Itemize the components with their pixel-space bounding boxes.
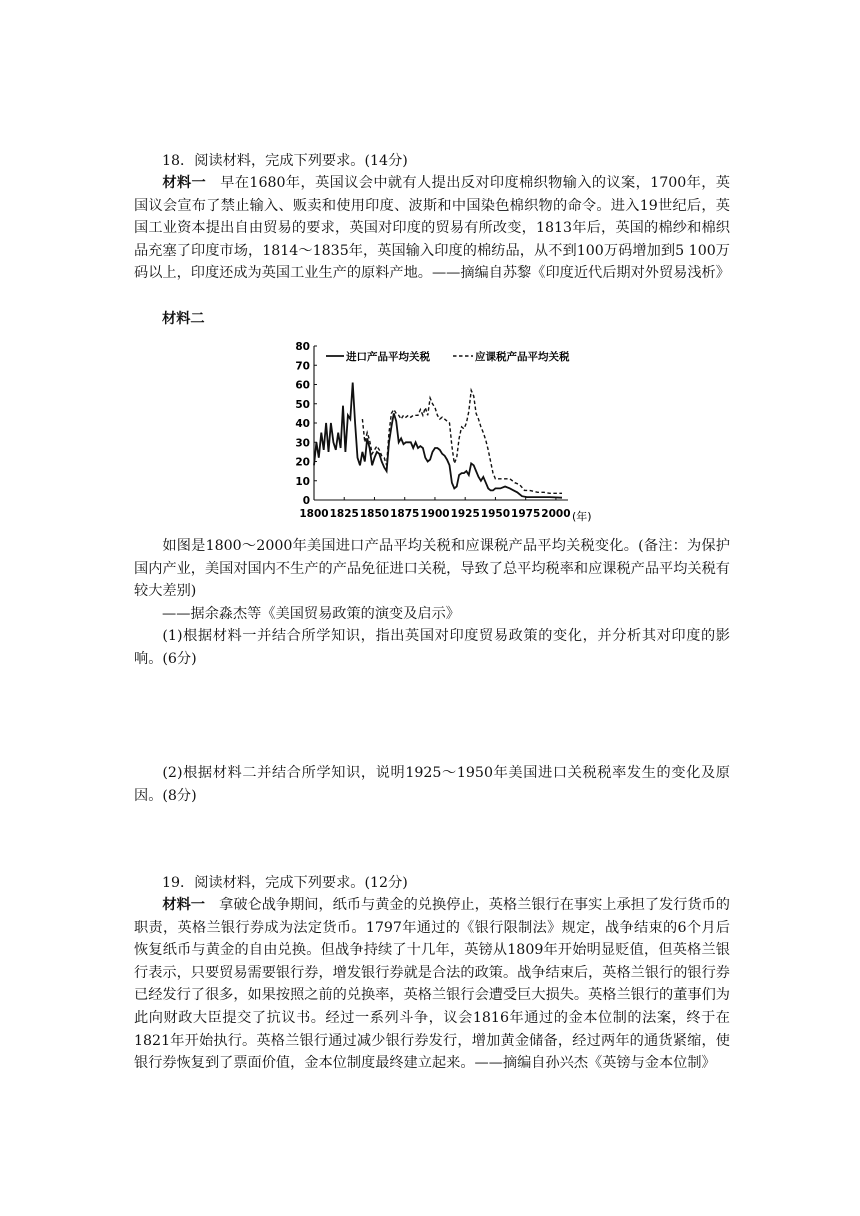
y-tick-label: 40 [295,418,310,430]
x-tick-label: 1800 [299,508,329,520]
legend-label-dutiable: 应课税产品平均关税 [475,351,570,363]
x-tick-label: 1825 [329,508,359,520]
x-tick-label: 1875 [390,508,420,520]
q18-material-1 [134,172,730,285]
q18-subquestion-2: (2)根据材料二并结合所学知识，说明1925～1950年美国进口关税税率发生的变化及原因。(8分) [134,765,730,804]
y-tick-label: 10 [295,475,310,488]
x-tick-label: 1900 [420,508,450,520]
q18-material-1-text: 早在1680年，英国议会中就有人提出反对印度棉织物输入的议案，1700年，英国议会宣布了禁止输入、贩卖和使用印度、波斯和中国染色棉织物的命令。进入19世纪后，英国工业资本提出自由贸易的要求，英国对印度的贸易有所改变，1813年后，英国的棉纱和棉织品充塞了印度市场，1814～1835年，英国输入印度的棉纺品，从不到100万码增加到5 100万码以上，印度还成为英国工业生产的原料产地。——摘编自苏黎《印度近代后期对外贸易浅析》 [134,175,730,282]
legend-label-import: 进口产品平均关税 [346,351,430,363]
y-tick-label: 20 [295,456,310,469]
q18-material-2-label: 材料二 [162,311,205,327]
series-line-import-avg-tariff [314,383,562,498]
q18-material-2-text: 如图是1800～2000年美国进口产品平均关税和应课税产品平均关税变化。(备注：为保护国内产业，美国对国内不生产的产品免征进口关税，导致了总平均税率和应课税产品平均关税有较大差别) [134,538,730,600]
x-tick-label: 1975 [511,508,541,520]
y-tick-label: 80 [295,341,310,353]
y-tick-label: 60 [295,379,310,392]
q19-header: 19．阅读材料，完成下列要求。(12分) [162,875,408,891]
y-tick-labels [295,341,310,507]
y-tick-label: 50 [295,398,310,411]
x-axis-unit: (年) [572,510,592,523]
x-tick-label: 1850 [359,508,390,520]
y-tick-label: 70 [295,360,310,373]
x-tick-label: 2000 [541,508,571,520]
chart-axes [314,346,568,500]
q19-material-1-text: 拿破仑战争期间，纸币与黄金的兑换停止，英格兰银行在事实上承担了发行货币的职责，英格兰银行券成为法定货币。1797年通过的《银行限制法》规定，战争结束的6个月后恢复纸币与黄金的自由兑换。但战争持续了十几年，英镑从1809年开始明显贬值，但英格兰银行表示，只要贸易需要银行券，增发银行券就是合法的政策。战争结束后，英格兰银行的银行券已经发行了很多，如果按照之前的兑换率，英格兰银行会遭受巨大损失。英格兰银行的董事们为此向财政大臣提交了抗议书。经过一系列斗争，议会1816年通过的金本位制的法案，终于在1821年开始执行。英格兰银行通过减少银行券发行，增加黄金储备，经过两年的通货紧缩，使银行券恢复到了票面价值，金本位制度最终建立起来。——摘编自孙兴杰《英镑与金本位制》 [134,897,730,1072]
tariff-line-chart [286,336,606,526]
series-line-dutiable-avg-tariff [362,390,562,493]
y-tick-label: 30 [295,437,310,450]
x-tick-label: 1950 [480,508,511,520]
q19-material-1-label: 材料一 [162,897,205,913]
q18-material-2-source: ——据余淼杰等《美国贸易政策的演变及启示》 [162,606,460,622]
q18-subquestion-1: (1)根据材料一并结合所学知识，指出英国对印度贸易政策的变化，并分析其对印度的影响。(6分) [134,628,730,667]
y-tick-label: 0 [302,495,310,507]
x-tick-label: 1925 [450,508,480,520]
q18-header: 18．阅读材料，完成下列要求。(14分) [162,153,408,169]
x-tick-labels [299,508,570,520]
q18-material-1-label: 材料一 [162,175,207,191]
q19-material-1 [134,894,730,1075]
chart-legend [326,350,570,363]
